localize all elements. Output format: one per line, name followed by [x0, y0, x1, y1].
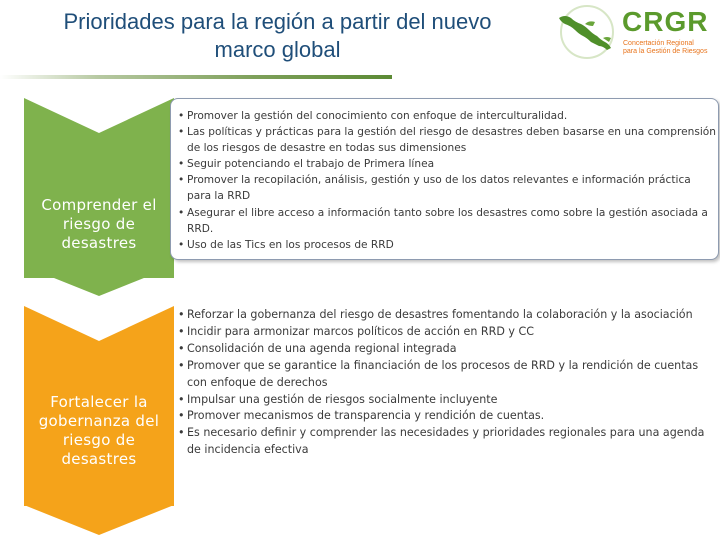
list-item: • Asegurar el libre acceso a información tanto sobre los desastres como sobre la gestión asociada a RRD. — [178, 205, 718, 237]
list-item: • Promover la recopilación, análisis, gestión y uso de los datos relevantes e información práctica para la RRD — [178, 172, 718, 204]
list-item: • Las políticas y prácticas para la gestión del riesgo de desastres deben basarse en una comprensión de los riesgos de desastre en todas sus dimensiones — [178, 124, 718, 156]
list-item: • Promover mecanismos de transparencia y rendición de cuentas. — [178, 408, 718, 425]
list-item: • Promover que se garantice la financiación de los procesos de RRD y la rendición de cuentas con enfoque de derechos — [178, 358, 718, 392]
list-item: • Promover la gestión del conocimiento con enfoque de interculturalidad. — [178, 108, 718, 124]
section-1-label-line-2: riesgo de desastres — [61, 215, 137, 252]
section-2-label-line-2: gobernanza del — [38, 412, 160, 430]
list-item: • Incidir para armonizar marcos políticos de acción en RRD y CC — [178, 324, 718, 341]
title-line-2: marco global — [214, 37, 341, 62]
section-2-label-line-3: riesgo de desastres — [61, 431, 137, 468]
list-item: • Uso de las Tics en los procesos de RRD — [178, 237, 718, 253]
crgr-logo — [555, 4, 720, 60]
logo-subtitle-line-1: Concertación Regional — [623, 40, 694, 47]
section-2-arrow-tip — [24, 505, 174, 535]
logo-subtitle — [623, 40, 718, 56]
section-1-arrow-tip — [24, 266, 174, 296]
list-item: • Impulsar una gestión de riesgos socialmente incluyente — [178, 392, 718, 409]
section-1-label-line-1: Comprender el — [41, 196, 157, 214]
page-title — [0, 8, 555, 64]
list-item: • Es necesario definir y comprender las necesidades y prioridades regionales para una agenda de incidencia efectiva — [178, 425, 718, 459]
section-1-label — [24, 196, 174, 253]
section-2-label-line-1: Fortalecer la — [50, 393, 148, 411]
list-item: • Seguir potenciando el trabajo de Primera línea — [178, 156, 718, 172]
logo-wordmark — [622, 6, 708, 38]
section-2-bullet-list — [178, 307, 718, 459]
logo-subtitle-line-2: para la Gestión de Riesgos — [623, 48, 708, 55]
list-item: • Reforzar la gobernanza del riesgo de desastres fomentando la colaboración y la asociación — [178, 307, 718, 324]
list-item: • Consolidación de una agenda regional integrada — [178, 341, 718, 358]
title-underline — [0, 75, 392, 79]
central-america-map-icon — [555, 4, 619, 60]
section-2-label — [24, 393, 174, 469]
logo-word-text: CRGR — [622, 6, 709, 37]
section-1-bullet-list — [178, 108, 718, 253]
title-line-1: Prioridades para la región a partir del nuevo — [63, 9, 492, 34]
